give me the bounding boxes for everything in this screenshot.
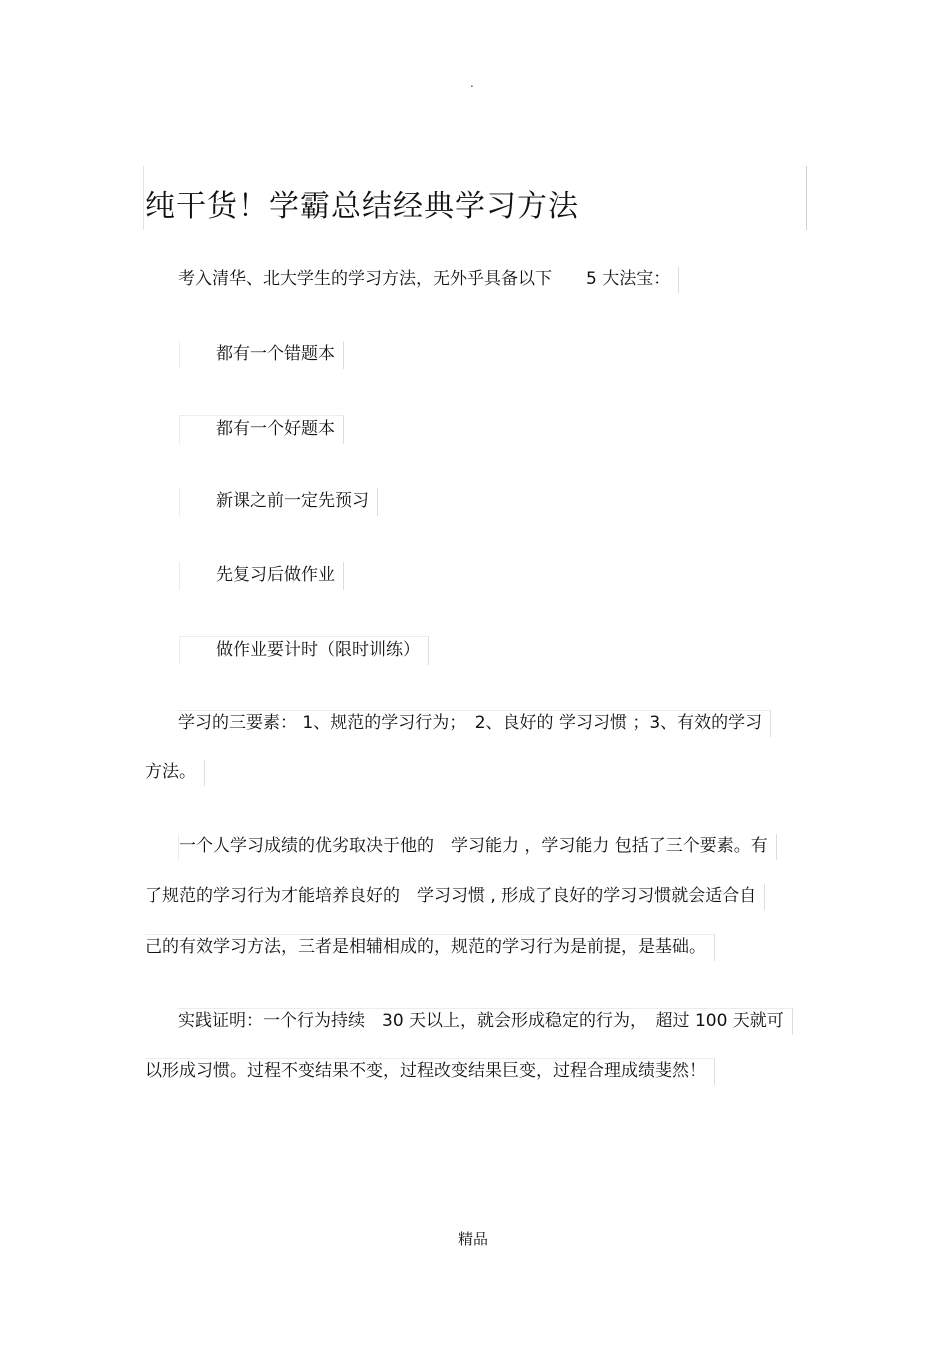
paragraph-2-line-1: 实践证明：一个行为持续 30 天以上，就会形成稳定的行为， 超过 100 天就可 <box>178 1008 793 1035</box>
paragraph-1-line-1: 一个人学习成绩的优劣取决于他的 学习能力 ，学习能力 包括了三个要素。有 <box>178 834 777 860</box>
page-title: 纯干货！学霸总结经典学习方法 <box>145 189 579 224</box>
method-item-5: 做作业要计时（限时训练） <box>179 636 429 665</box>
three-elements-line-1: 学习的三要素： 1、规范的学习行为； 2、良好的 学习习惯 ；3、有效的学习 <box>178 710 771 737</box>
intro-line: 考入清华、北大学生的学习方法，无外乎具备以下 5 大法宝： <box>178 267 679 293</box>
method-item-2: 都有一个好题本 <box>179 415 344 444</box>
paragraph-2-line-2: 以形成习惯。过程不变结果不变，过程改变结果巨变，过程合理成绩斐然！ <box>145 1058 715 1085</box>
paragraph-1-line-3: 己的有效学习方法，三者是相辅相成的，规范的学习行为是前提，是基础。 <box>145 934 715 961</box>
method-item-3: 新课之前一定先预习 <box>179 488 378 516</box>
three-elements-line-2: 方法。 <box>145 760 205 786</box>
footer-label: 精品 <box>458 1230 489 1248</box>
method-item-1: 都有一个错题本 <box>179 341 344 369</box>
method-item-4: 先复习后做作业 <box>179 562 344 590</box>
paragraph-1-line-2: 了规范的学习行为才能培养良好的 学习习惯 , 形成了良好的学习习惯就会适合自 <box>145 884 765 910</box>
header-dot: . <box>470 76 474 90</box>
